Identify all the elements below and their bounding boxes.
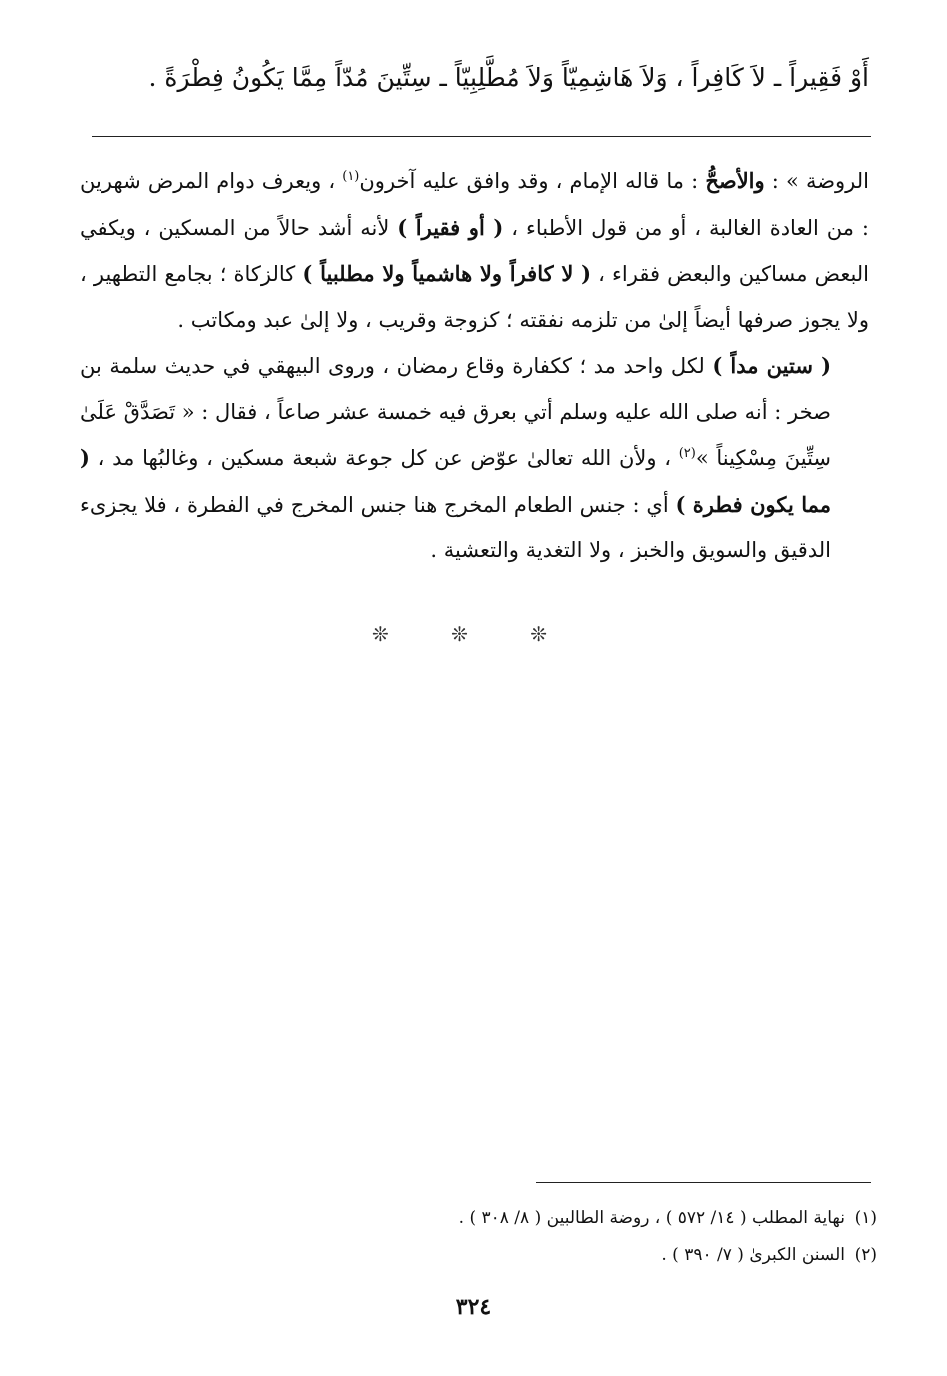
matn-quote: ( مما يكون فطرة ) bbox=[80, 445, 831, 517]
footnote-text: السنن الكبرىٰ ( ٧/ ٣٩٠ ) . bbox=[661, 1245, 845, 1265]
commentary-text: ، ولأن الله تعالىٰ عوّض عن كل جوعة شبعة مسكين ، وغالبُها مد ، bbox=[89, 446, 679, 470]
commentary-text: كالزكاة ؛ بجامع التطهير ، ولا يجوز صرفها أيضاً إلىٰ من تلزمه نفقته ؛ كزوجة وقريب ، ولا إلىٰ عبد ومكاتب . bbox=[80, 262, 869, 332]
section-separator-stars: ❊ ❊ ❊ bbox=[372, 622, 575, 646]
footnote-ref-2[interactable]: (٢) bbox=[678, 446, 696, 461]
footnote-number: (٢) bbox=[854, 1245, 877, 1265]
bold-term: والأصحُّ bbox=[705, 168, 765, 193]
footnote-number: (١) bbox=[854, 1208, 877, 1228]
footnote-ref-1[interactable]: (١) bbox=[342, 169, 360, 184]
commentary-body bbox=[80, 158, 869, 574]
matn-divider bbox=[92, 136, 871, 137]
page-number: ٣٢٤ bbox=[455, 1294, 492, 1320]
matn-quote: ( أو فقيراً ) bbox=[397, 214, 504, 240]
footnote-2 bbox=[300, 1237, 877, 1274]
commentary-text: أي : جنس الطعام المخرج هنا جنس المخرج في الفطرة ، فلا يجزىء الدقيق والسويق والخبز ، ولا التغدية والتعشية . bbox=[80, 492, 831, 562]
footnote-1 bbox=[300, 1200, 877, 1237]
matn-quote: ( ستين مداً ) bbox=[712, 353, 832, 378]
commentary-text: الروضة » : bbox=[764, 169, 869, 193]
matn-text: أَوْ فَقِيراً ـ لاَ كَافِراً ، وَلاَ هَاشِمِيّاً وَلاَ مُطَّلِبِيّاً ـ سِتِّينَ مُدّاً مِمَّا يَكُونُ فِطْرَةً . bbox=[148, 63, 869, 92]
commentary-text: لأنه أشد حالاً من المسكين ، ويكفي البعض مساكين والبعض فقراء ، bbox=[80, 215, 870, 286]
commentary-paragraph-1 bbox=[80, 158, 869, 343]
footnotes bbox=[300, 1200, 877, 1274]
matn-quote: ( لا كافراً ولا هاشمياً ولا مطلبياً ) bbox=[302, 261, 592, 286]
commentary-text: : ما قاله الإمام ، وقد وافق عليه آخرون bbox=[359, 169, 706, 193]
commentary-text: لكل واحد مد ؛ ككفارة وقاع رمضان ، وروى البيهقي في حديث سلمة بن صخر : أنه صلى الله عليه وسلم أتي بعرق فيه خمسة عشر صاعاً ، فقال : « تَصَدَّقْ عَلَىٰ سِتِّينَ مِسْكِيناً » bbox=[80, 354, 832, 470]
commentary-text: ، ويعرف دوام المرض شهرين : من العادة الغالبة ، أو من قول الأطباء ، bbox=[80, 169, 870, 240]
footnote-divider bbox=[536, 1182, 871, 1183]
footnote-text: نهاية المطلب ( ١٤/ ٥٧٢ ) ، روضة الطالبين ( ٨/ ٣٠٨ ) . bbox=[458, 1208, 845, 1228]
commentary-paragraph-2 bbox=[80, 343, 869, 574]
